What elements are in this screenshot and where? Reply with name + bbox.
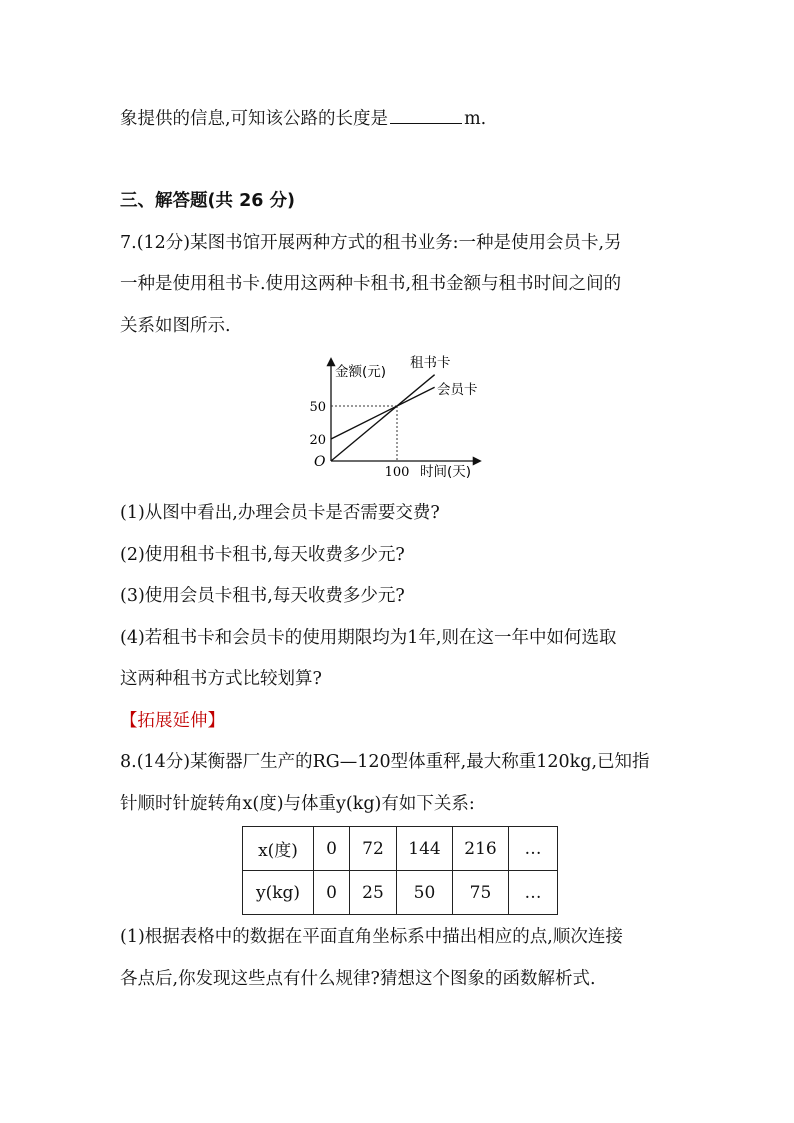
series-label-rental-card: 租书卡 [410, 355, 451, 371]
table-row [243, 827, 558, 871]
q8-sub1-line1: (1)根据表格中的数据在平面直角坐标系中描出相应的点,顺次连接 [120, 927, 623, 947]
q7-intro-line2: 一种是使用租书卡.使用这两种卡租书,租书金额与租书时间之间的 [120, 274, 622, 294]
section-heading: 三、解答题(共 26 分) [120, 191, 296, 211]
answer-blank[interactable] [390, 107, 462, 124]
table-cell: 75 [453, 871, 509, 915]
q7-sub2: (2)使用租书卡租书,每天收费多少元? [120, 545, 405, 565]
table-cell: 25 [350, 871, 397, 915]
series-line-rental-card [331, 375, 435, 461]
extension-label: 【拓展延伸】 [120, 711, 225, 731]
table-cell: 216 [453, 827, 509, 871]
previous-question-tail [120, 107, 486, 130]
q8-intro-line2: 针顺时针旋转角x(度)与体重y(kg)有如下关系: [120, 794, 475, 814]
y-tick-label: 50 [309, 400, 326, 415]
q7-sub4-line2: 这两种租书方式比较划算? [120, 669, 322, 689]
y-tick-label: 20 [309, 433, 326, 448]
x-tick-label: 100 [384, 465, 410, 480]
series-line-member-card [331, 387, 435, 439]
table-cell: 0 [314, 871, 350, 915]
q8-intro-line1: 8.(14分)某衡器厂生产的RG—120型体重秤,最大称重120kg,已知指 [120, 752, 650, 772]
y-axis-label: 金额(元) [335, 364, 387, 380]
previous-text: 象提供的信息,可知该公路的长度是 [120, 109, 389, 129]
rental-chart [300, 345, 500, 485]
x-axis-label: 时间(天) [420, 464, 472, 480]
q7-sub1: (1)从图中看出,办理会员卡是否需要交费? [120, 503, 440, 523]
series-label-member-card: 会员卡 [437, 382, 478, 398]
table-cell: y(kg) [243, 871, 314, 915]
table-cell: 0 [314, 827, 350, 871]
table-cell: x(度) [243, 827, 314, 871]
table-cell: 144 [397, 827, 453, 871]
previous-text-end: m. [464, 109, 487, 129]
table-cell: … [509, 827, 558, 871]
q7-intro-line1: 7.(12分)某图书馆开展两种方式的租书业务:一种是使用会员卡,另 [120, 233, 622, 253]
table-cell: … [509, 871, 558, 915]
q7-intro-line3: 关系如图所示. [120, 316, 231, 336]
q7-sub4-line1: (4)若租书卡和会员卡的使用期限均为1年,则在这一年中如何选取 [120, 628, 617, 648]
table-cell: 72 [350, 827, 397, 871]
q7-sub3: (3)使用会员卡租书,每天收费多少元? [120, 586, 405, 606]
table-cell: 50 [397, 871, 453, 915]
origin-label: O [314, 454, 326, 470]
angle-weight-table [242, 826, 558, 915]
q8-sub1-line2: 各点后,你发现这些点有什么规律?猜想这个图象的函数解析式. [120, 969, 596, 989]
table-row [243, 871, 558, 915]
